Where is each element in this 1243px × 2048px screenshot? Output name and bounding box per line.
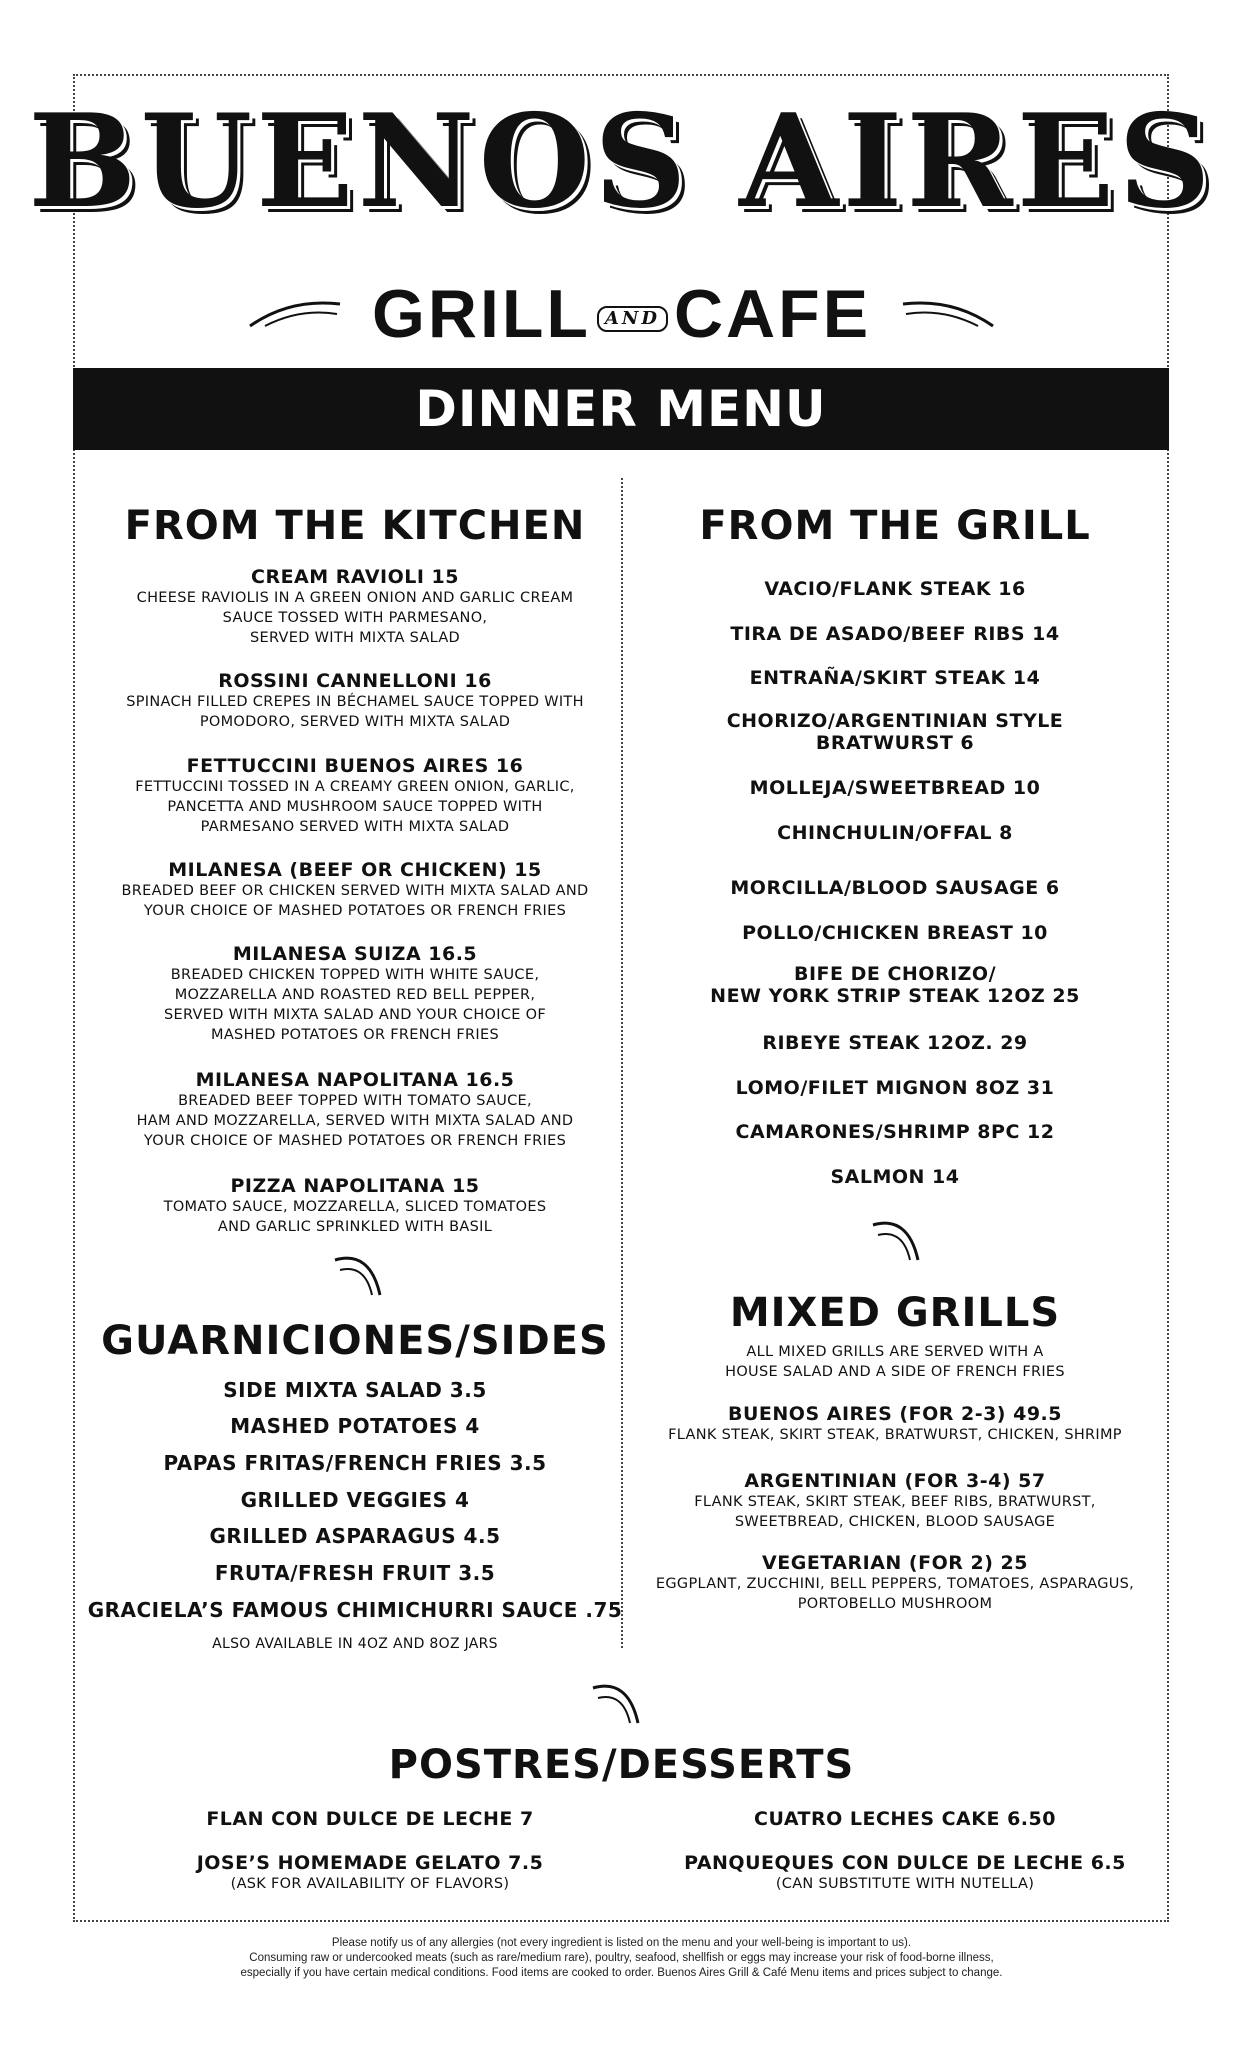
kitchen-item — [110, 566, 600, 648]
mixed-grill-item — [640, 1552, 1150, 1614]
kitchen-item-desc: BREADED BEEF OR CHICKEN SERVED WITH MIXTA SALAD AND YOUR CHOICE OF MASHED POTATOES OR FRENCH FRIES — [121, 883, 589, 919]
flourish-right-icon — [898, 292, 998, 332]
mixed-grill-desc: EGGPLANT, ZUCCHINI, BELL PEPPERS, TOMATOES, ASPARAGUS, PORTOBELLO MUSHROOM — [655, 1576, 1135, 1612]
consumption-warning: Consuming raw or undercooked meats (such as rare/medium rare), poultry, seafood, shellfish or eggs may increase your risk of food-borne illness, — [249, 1952, 994, 1964]
logo-grill-word: GRILL — [371, 276, 591, 352]
kitchen-item-desc: BREADED CHICKEN TOPPED WITH WHITE SAUCE, MOZZARELLA AND ROASTED RED BELL PEPPER, SERVED WITH MIXTA SALAD AND YOUR CHOICE OF MASHED POTATOES OR FRENCH FRIES — [164, 967, 546, 1043]
side-item: SIDE MIXTA SALAD 3.5 — [223, 1378, 487, 1402]
sides-heading: GUARNICIONES/SIDES — [101, 1318, 609, 1364]
grill-item: ENTRAÑA/SKIRT STEAK 14 — [749, 667, 1041, 689]
side-item: GRILLED ASPARAGUS 4.5 — [209, 1524, 501, 1548]
dessert-name: FLAN CON DULCE DE LECHE 7 — [206, 1808, 534, 1830]
dessert-item — [660, 1852, 1150, 1894]
flourish-desserts-icon — [588, 1678, 648, 1728]
dessert-item — [140, 1808, 600, 1830]
grill-heading: FROM THE GRILL — [699, 503, 1091, 549]
kitchen-item — [110, 670, 600, 732]
mixed-grill-item — [640, 1403, 1150, 1445]
mixed-grill-desc: FLANK STEAK, SKIRT STEAK, BRATWURST, CHICKEN, SHRIMP — [668, 1427, 1122, 1443]
grill-item: VACIO/FLANK STEAK 16 — [764, 578, 1026, 600]
price-disclaimer: especially if you have certain medical conditions. Food items are cooked to order. Buenos Aires Grill & Café Menu items and prices subject to change. — [240, 1967, 1003, 1979]
kitchen-item-name: MILANESA (BEEF OR CHICKEN) 15 — [168, 859, 542, 881]
kitchen-item-desc: CHEESE RAVIOLIS IN A GREEN ONION AND GARLIC CREAM SAUCE TOSSED WITH PARMESANO, SERVED WITH MIXTA SALAD — [136, 590, 574, 646]
mixed-grill-name: BUENOS AIRES (FOR 2-3) 49.5 — [728, 1403, 1062, 1425]
grill-item: CHINCHULIN/OFFAL 8 — [777, 822, 1013, 844]
grill-item: CHORIZO/ARGENTINIAN STYLE BRATWURST 6 — [726, 710, 1064, 754]
kitchen-item-desc: BREADED BEEF TOPPED WITH TOMATO SAUCE, HAM AND MOZZARELLA, SERVED WITH MIXTA SALAD AND YOUR CHOICE OF MASHED POTATOES OR FRENCH FRIES — [136, 1093, 574, 1149]
grill-item: LOMO/FILET MIGNON 8OZ 31 — [735, 1077, 1055, 1099]
flourish-grill-icon — [868, 1215, 928, 1265]
dessert-name: CUATRO LECHES CAKE 6.50 — [754, 1808, 1056, 1830]
kitchen-item — [110, 943, 600, 1045]
kitchen-item-desc: FETTUCCINI TOSSED IN A CREAMY GREEN ONION, GARLIC, PANCETTA AND MUSHROOM SAUCE TOPPED WITH PARMESANO SERVED WITH MIXTA SALAD — [135, 779, 575, 835]
side-item: GRILLED VEGGIES 4 — [240, 1488, 470, 1512]
kitchen-item — [110, 1069, 600, 1151]
logo-cafe-word: CAFE — [673, 276, 872, 352]
side-item: PAPAS FRITAS/FRENCH FRIES 3.5 — [163, 1451, 547, 1475]
kitchen-item-name: ROSSINI CANNELLONI 16 — [218, 670, 492, 692]
flourish-kitchen-icon — [330, 1250, 390, 1300]
grill-item: RIBEYE STEAK 12OZ. 29 — [762, 1032, 1028, 1054]
mixed-grill-desc: FLANK STEAK, SKIRT STEAK, BEEF RIBS, BRATWURST, SWEETBREAD, CHICKEN, BLOOD SAUSAGE — [694, 1494, 1096, 1530]
sides-note: ALSO AVAILABLE IN 4OZ AND 8OZ JARS — [212, 1636, 498, 1652]
grill-item: CAMARONES/SHRIMP 8PC 12 — [735, 1121, 1055, 1143]
kitchen-item — [110, 755, 600, 837]
side-item: FRUTA/FRESH FRUIT 3.5 — [214, 1561, 496, 1585]
kitchen-item-name: FETTUCCINI BUENOS AIRES 16 — [186, 755, 524, 777]
desserts-heading: POSTRES/DESSERTS — [388, 1742, 855, 1788]
kitchen-heading: FROM THE KITCHEN — [124, 503, 586, 549]
restaurant-logo-title: BUENOS AIRES — [28, 87, 1215, 237]
dessert-desc: (ASK FOR AVAILABILITY OF FLAVORS) — [230, 1876, 510, 1892]
kitchen-item-name: CREAM RAVIOLI 15 — [251, 566, 459, 588]
mixed-grill-name: ARGENTINIAN (FOR 3-4) 57 — [744, 1470, 1046, 1492]
mixed-grill-item — [640, 1470, 1150, 1532]
kitchen-column — [110, 0, 600, 1300]
mixed-grills-heading: MIXED GRILLS — [729, 1290, 1061, 1336]
grill-item: BIFE DE CHORIZO/ NEW YORK STRIP STEAK 12OZ 25 — [710, 963, 1080, 1007]
mixed-grill-name: VEGETARIAN (FOR 2) 25 — [762, 1552, 1028, 1574]
side-item: GRACIELA’S FAMOUS CHIMICHURRI SAUCE .75 — [87, 1598, 623, 1622]
dessert-name: JOSE’S HOMEMADE GELATO 7.5 — [196, 1852, 544, 1874]
grill-item: POLLO/CHICKEN BREAST 10 — [742, 922, 1048, 944]
dinner-menu-banner: DINNER MENU — [73, 368, 1169, 450]
logo-and-badge: AND — [597, 306, 668, 332]
kitchen-item — [110, 1175, 600, 1237]
grill-item: MOLLEJA/SWEETBREAD 10 — [749, 777, 1041, 799]
grill-item: MORCILLA/BLOOD SAUSAGE 6 — [730, 877, 1060, 899]
kitchen-item-desc: SPINACH FILLED CREPES IN BÉCHAMEL SAUCE TOPPED WITH POMODORO, SERVED WITH MIXTA SALAD — [126, 694, 584, 730]
dessert-item — [660, 1808, 1150, 1830]
allergy-notice: Please notify us of any allergies (not every ingredient is listed on the menu and your well-being is important to us). — [331, 1937, 912, 1949]
kitchen-item-name: MILANESA SUIZA 16.5 — [232, 943, 478, 965]
mixed-grills-intro: ALL MIXED GRILLS ARE SERVED WITH A HOUSE SALAD AND A SIDE OF FRENCH FRIES — [725, 1344, 1065, 1380]
grill-item: TIRA DE ASADO/BEEF RIBS 14 — [730, 623, 1060, 645]
kitchen-item — [110, 859, 600, 921]
side-item: MASHED POTATOES 4 — [230, 1414, 480, 1438]
dessert-item — [140, 1852, 600, 1894]
kitchen-item-desc: TOMATO SAUCE, MOZZARELLA, SLICED TOMATOES AND GARLIC SPRINKLED WITH BASIL — [163, 1199, 547, 1235]
grill-item: SALMON 14 — [830, 1166, 960, 1188]
kitchen-item-name: MILANESA NAPOLITANA 16.5 — [195, 1069, 515, 1091]
dessert-desc: (CAN SUBSTITUTE WITH NUTELLA) — [775, 1876, 1035, 1892]
dessert-name: PANQUEQUES CON DULCE DE LECHE 6.5 — [684, 1852, 1126, 1874]
kitchen-item-name: PIZZA NAPOLITANA 15 — [230, 1175, 480, 1197]
